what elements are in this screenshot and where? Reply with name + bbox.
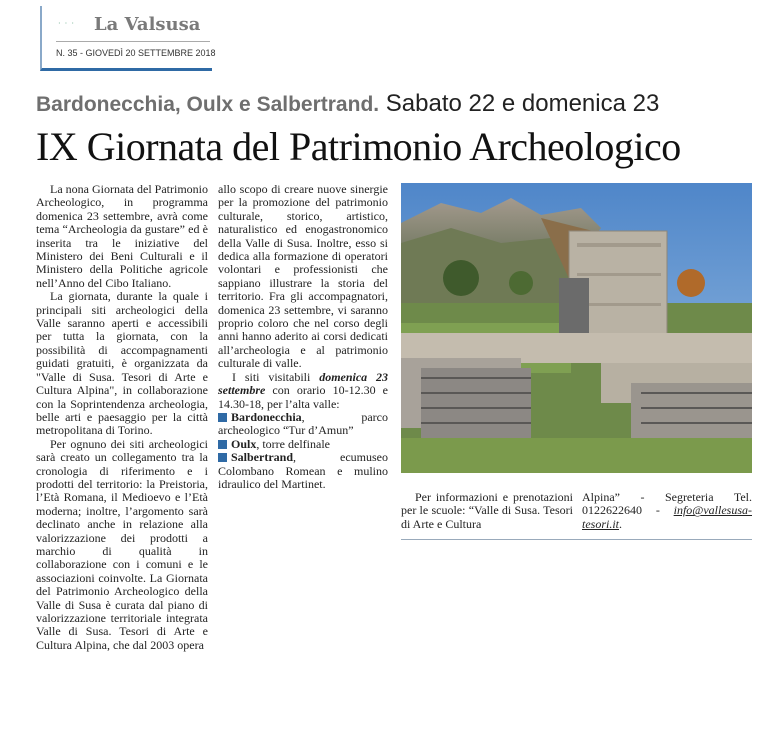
info-end: . [619, 516, 623, 531]
bullet-square-icon [218, 440, 227, 449]
list-item [218, 411, 388, 438]
tower-ruins-photo [401, 183, 752, 473]
paragraph-intro: La nona Giornata del Patrimonio Archeologico, in programma domenica 23 settembre, avrà come tema “Archeologia da gustare” ed è inserita tra le iniziative del Ministero dei Beni Culturali e il Ministero della Politiche agricole nell’Anno del Cibo Italiano. [36, 182, 208, 290]
article-kicker [36, 90, 659, 118]
issue-date: N. 35 - GIOVEDÌ 20 SETTEMBRE 2018 [56, 48, 216, 58]
logo-dots-icon: · · · [58, 19, 75, 28]
kicker-dates: Sabato 22 e domenica 23 [385, 90, 660, 117]
info-divider [401, 539, 752, 540]
info-caption-1 [401, 491, 573, 531]
kicker-places: Bardonecchia, Oulx e Salbertrand. [36, 93, 380, 116]
article-column-2 [218, 183, 388, 491]
info-caption-2 [582, 491, 752, 531]
info-part-2: Alpina” - Segreteria Tel. 0122622640 - [582, 490, 752, 518]
masthead-divider [56, 41, 210, 42]
site-name: Salbertrand [231, 450, 294, 465]
paragraph-chronology: Per ognuno dei siti archeologici sarà creato un collegamento tra la cronologia di riferimento e i prodotti del territorio: la Preistoria, l’Età Romana, il Medioevo e l’Età moderna; inoltre, l’argomento sarà declinato anche in relazione alla valorizzazione dei prodotti a marchio di qualità in collaborazione con i comuni e le associazioni coinvolte. La Giornata del Patrimonio Archeologico della Valle di Susa è curata dal piano di valorizzazione territoriale integrata Valle di Susa. Tesori di Arte e Cultura Alpina, che dal 2003 opera [36, 436, 208, 652]
article-photo [401, 183, 752, 473]
paragraph-sites-intro [218, 371, 388, 411]
sites-intro-c: con orario 10-12.30 e 14.30-18, per l’alta valle: [218, 383, 388, 411]
sites-intro-a: I siti visitabili [232, 369, 311, 384]
site-name: Bardonecchia [231, 409, 302, 424]
masthead [40, 6, 216, 71]
list-item [218, 451, 388, 491]
sites-list [218, 411, 388, 491]
paragraph-synergies: allo scopo di creare nuove sinergie per la promozione del patrimonio culturale, storico, artistico, naturalistico ed enogastronomico della Valle di Susa. Inoltre, esso si dedica alla formazione di operatori volontari e professionisti che sappiano illustrare la storia del territorio. Fra gli accompagnatori, domenica 23 settembre, vi saranno proprio coloro che nel corso degli anni hanno aderito ai corsi dedicati all’archeologia e al patrimonio culturale di valle. [218, 182, 388, 371]
paragraph-organization: La giornata, durante la quale i principali siti archeologici della Valle saranno aperti e accessibili per tutta la giornata, con la possibilità di accompagnamenti guidati gratuiti, è organizzata da "Valle di Susa. Tesori di Arte e Cultura Alpina", in collaborazione con la Soprintendenza archeologia, belle arti e paesaggio per la città metropolitana di Torino. [36, 289, 208, 438]
site-desc: , torre delfinale [256, 436, 330, 451]
list-item [218, 438, 388, 451]
email-link[interactable]: info@vallesusa-tesori.it [582, 503, 752, 531]
sites-date: domenica 23 settembre [218, 369, 389, 398]
site-desc: , parco archeologico “Tur d’Amun” [218, 409, 388, 438]
info-part-1: Per informazioni e prenotazioni per le scuole: “Valle di Susa. Tesori di Arte e Cultura [401, 490, 573, 531]
site-desc: , ecumuseo Colombano Romean e mulino idraulico del Martinet. [218, 450, 388, 491]
site-name: Oulx [231, 436, 257, 451]
article-headline: IX Giornata del Patrimonio Archeologico [36, 124, 681, 169]
bullet-square-icon [218, 413, 227, 422]
newspaper-logo: La Valsusa [94, 14, 201, 35]
article-column-1 [36, 183, 208, 652]
bullet-square-icon [218, 453, 227, 462]
